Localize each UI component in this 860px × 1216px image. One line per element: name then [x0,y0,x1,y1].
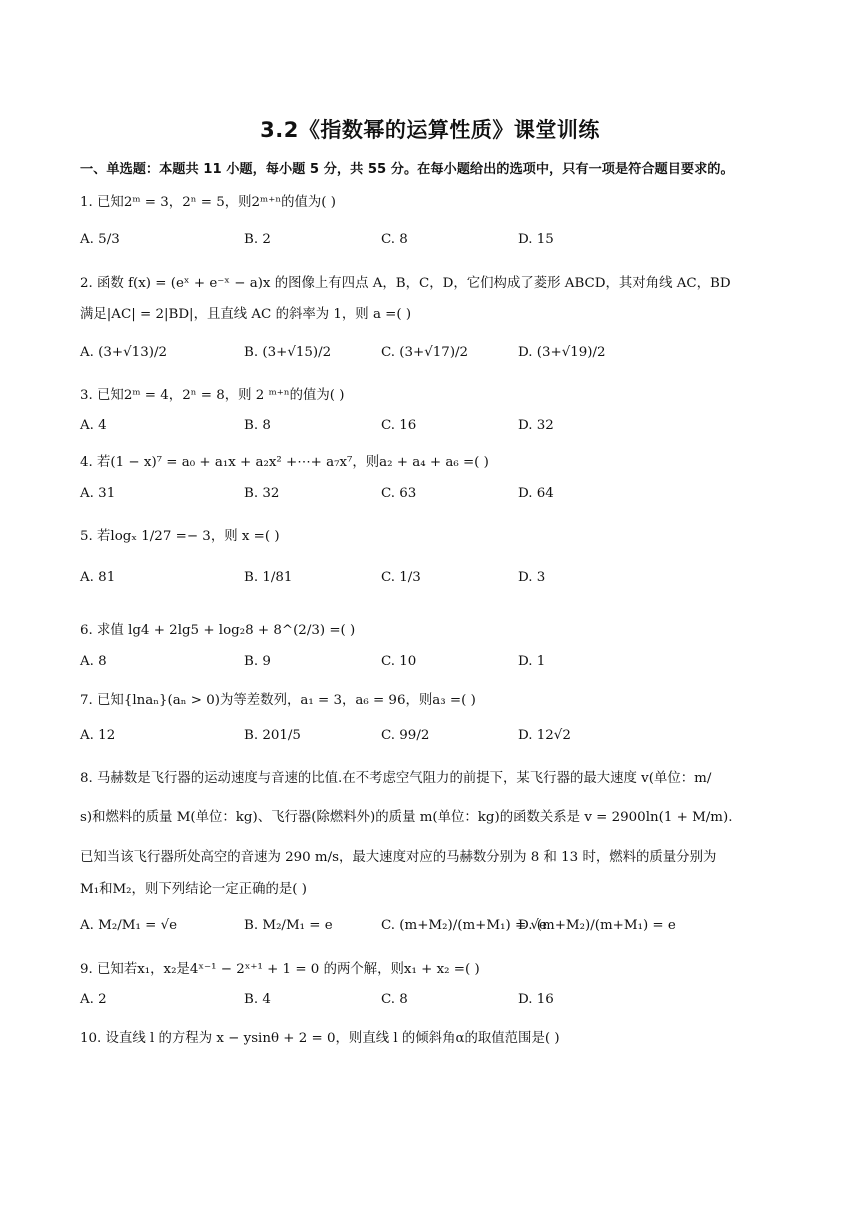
q4-option-a: A. 31 [80,486,116,501]
question-4-stem: 4. 若(1 − x)⁷ = a₀ + a₁x + a₂x² +⋯+ a₇x⁷，则a₂ + a₄ + a₆ =( ) [80,455,489,470]
q4-option-d: D. 64 [518,486,554,501]
q1-option-b: B. 2 [244,232,271,247]
q2-option-c: C. (3+√17)/2 [381,345,469,360]
question-8-stem-line3: 已知当该飞行器所处高空的音速为 290 m/s，最大速度对应的马赫数分别为 8 和 13 时，燃料的质量分别为 [80,850,717,865]
q9-option-c: C. 8 [381,992,408,1007]
question-6-stem: 6. 求值 lg4 + 2lg5 + log₂8 + 8^(2/3) =( ) [80,623,356,638]
q6-option-d: D. 1 [518,654,546,669]
question-3-stem: 3. 已知2ᵐ = 4，2ⁿ = 8，则 2 ᵐ⁺ⁿ的值为( ) [80,388,345,403]
question-8-stem-line2: s)和燃料的质量 M(单位：kg)、飞行器(除燃料外)的质量 m(单位：kg)的函数关系是 v = 2900ln(1 + M/m). [80,810,733,825]
q8-option-b: B. M₂/M₁ = e [244,918,333,933]
q6-option-c: C. 10 [381,654,417,669]
q1-option-a: A. 5/3 [80,232,120,247]
question-2-stem-line1: 2. 函数 f(x) = (eˣ + e⁻ˣ − a)x 的图像上有四点 A，B，C，D，它们构成了菱形 ABCD，其对角线 AC，BD [80,276,731,291]
q5-option-a: A. 81 [80,570,116,585]
q9-option-a: A. 2 [80,992,107,1007]
question-9-stem: 9. 已知若x₁，x₂是4ˣ⁻¹ − 2ˣ⁺¹ + 1 = 0 的两个解，则x₁ + x₂ =( ) [80,962,480,977]
q2-option-b: B. (3+√15)/2 [244,345,332,360]
page-title: 3.2《指数幂的运算性质》课堂训练 [260,118,600,142]
q7-option-b: B. 201/5 [244,728,301,743]
question-7-stem: 7. 已知{lnaₙ}(aₙ > 0)为等差数列，a₁ = 3，a₆ = 96，则a₃ =( ) [80,693,476,708]
question-1-stem: 1. 已知2ᵐ = 3，2ⁿ = 5，则2ᵐ⁺ⁿ的值为( ) [80,195,337,210]
q5-option-c: C. 1/3 [381,570,421,585]
q6-option-a: A. 8 [80,654,107,669]
q5-option-b: B. 1/81 [244,570,293,585]
q4-option-c: C. 63 [381,486,417,501]
q8-option-a: A. M₂/M₁ = √e [80,918,178,933]
q2-option-d: D. (3+√19)/2 [518,345,606,360]
q7-option-d: D. 12√2 [518,728,571,743]
q1-option-c: C. 8 [381,232,408,247]
q2-option-a: A. (3+√13)/2 [80,345,167,360]
q9-option-d: D. 16 [518,992,554,1007]
q7-option-a: A. 12 [80,728,116,743]
q3-option-c: C. 16 [381,418,417,433]
section-heading: 一、单选题：本题共 11 小题，每小题 5 分，共 55 分。在每小题给出的选项中，只有一项是符合题目要求的。 [80,162,734,177]
q1-option-d: D. 15 [518,232,554,247]
question-8-stem-line4: M₁和M₂，则下列结论一定正确的是( ) [80,882,307,897]
q4-option-b: B. 32 [244,486,280,501]
question-8-stem-line1: 8. 马赫数是飞行器的运动速度与音速的比值.在不考虑空气阻力的前提下，某飞行器的最大速度 v(单位：m/ [80,771,712,786]
question-10-stem: 10. 设直线 l 的方程为 x − ysinθ + 2 = 0，则直线 l 的倾斜角α的取值范围是( ) [80,1031,560,1046]
q3-option-d: D. 32 [518,418,554,433]
q3-option-b: B. 8 [244,418,271,433]
q8-option-d: D. (m+M₂)/(m+M₁) = e [518,918,676,933]
question-2-stem-line2: 满足|AC| = 2|BD|，且直线 AC 的斜率为 1，则 a =( ) [80,307,412,322]
q7-option-c: C. 99/2 [381,728,430,743]
question-5-stem: 5. 若logₓ 1/27 =− 3，则 x =( ) [80,529,280,544]
q9-option-b: B. 4 [244,992,271,1007]
q5-option-d: D. 3 [518,570,546,585]
q6-option-b: B. 9 [244,654,271,669]
q8-option-c: C. (m+M₂)/(m+M₁) = √e [381,918,547,933]
q3-option-a: A. 4 [80,418,107,433]
